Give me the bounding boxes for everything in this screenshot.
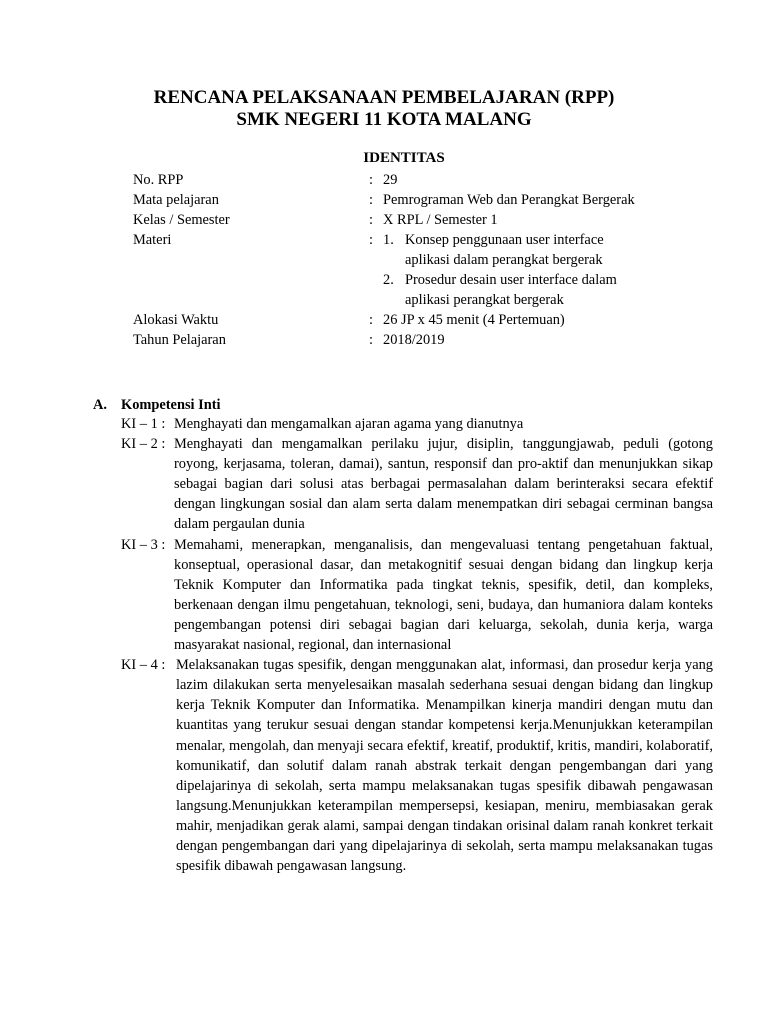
identity-heading: IDENTITAS	[363, 150, 445, 166]
ki-text: Menghayati dan mengamalkan perilaku jujur, disiplin, tanggungjawab, peduli (gotong royong, kerjasama, toleran, damai), santun, responsif dan pro-aktif dan menunjukkan sikap sebagai bagian dari solusi atas berbagai permasalahan dalam berinteraksi secara efektif dengan lingkungan sosial dan alam serta dalam menempatkan diri sebagai cerminan bangsa dalam pergaulan dunia	[174, 436, 713, 533]
identity-colon: :	[369, 212, 373, 228]
identity-row-tahun	[133, 330, 693, 350]
ki-code: KI – 1 :	[121, 416, 166, 432]
ki-item-3	[121, 535, 713, 656]
identity-colon: :	[369, 172, 373, 188]
materi-item-line: Konsep penggunaan user interface	[405, 232, 604, 248]
ki-item-4	[121, 655, 713, 876]
identity-colon: :	[369, 192, 373, 208]
identity-label: Kelas / Semester	[133, 212, 230, 228]
materi-item-number: 1.	[383, 232, 394, 248]
identity-table	[133, 170, 693, 350]
ki-text: Melaksanakan tugas spesifik, dengan menggunakan alat, informasi, dan prosedur kerja yang lazim dilakukan serta menyelesaikan masalah sederhana sesuai dengan bidang dan lingkup kerja Teknik Komputer dan Informatika. Menampilkan kinerja mandiri dengan mutu dan kuantitas yang terukur sesuai dengan standar kompetensi kerja.Menunjukkan keterampilan menalar, mengolah, dan menyaji secara efektif, kreatif, produktif, kritis, mandiri, kolaboratif, komunikatif, dan solutif dalam ranah abstrak terkait dengan pengembangan dari yang dipelajarinya di sekolah, serta mampu melaksanakan tugas spesifik dibawah pengawasan langsung.Menunjukkan keterampilan mempersepsi, kesiapan, meniru, membiasakan gerak mahir, menjadikan gerak alami, sampai dengan tindakan orisinal dalam ranah konkret terkait dengan pengembangan dari yang dipelajarinya di sekolah, serta mampu melaksanakan tugas spesifik dibawah pengawasan langsung.	[176, 657, 713, 875]
ki-code: KI – 2 :	[121, 436, 166, 453]
section-letter: A.	[93, 397, 107, 413]
identity-label: Mata pelajaran	[133, 192, 219, 208]
identity-row-alokasi	[133, 310, 693, 330]
identity-value: X RPL / Semester 1	[383, 212, 498, 228]
identity-colon: :	[369, 332, 373, 348]
ki-item-2	[121, 434, 713, 534]
ki-text: Menghayati dan mengamalkan ajaran agama yang dianutnya	[174, 416, 524, 432]
identity-label: Materi	[133, 232, 172, 248]
identity-label: Alokasi Waktu	[133, 312, 219, 328]
identity-row-materi	[133, 230, 693, 310]
ki-code: KI – 4 :	[121, 657, 166, 674]
identity-colon: :	[369, 232, 373, 248]
ki-text: Memahami, menerapkan, menganalisis, dan mengevaluasi tentang pengetahuan faktual, konseptual, operasional dasar, dan metakognitif sesuai dengan bidang dan lingkup kerja Teknik Komputer dan Informatika pada tingkat teknis, spesifik, detil, dan kompleks, berkenaan dengan ilmu pengetahuan, teknologi, seni, budaya, dan humaniora dalam konteks pengembangan potensi diri sebagai bagian dari keluarga, sekolah, dunia kerja, warga masyarakat nasional, regional, dan internasional	[174, 536, 713, 654]
identity-value: 2018/2019	[383, 332, 445, 348]
section-label: Kompetensi Inti	[121, 397, 221, 413]
school-name: SMK NEGERI 11 KOTA MALANG	[236, 109, 532, 130]
identity-row-no-rpp	[133, 170, 693, 190]
identity-label: No. RPP	[133, 172, 184, 188]
identity-value: Pemrograman Web dan Perangkat Bergerak	[383, 192, 635, 208]
ki-code: KI – 3 :	[121, 536, 166, 553]
identity-row-kelas	[133, 210, 693, 230]
document-title: RENCANA PELAKSANAAN PEMBELAJARAN (RPP)	[153, 87, 615, 108]
ki-item-1	[121, 414, 713, 434]
materi-item-line: Prosedur desain user interface dalam	[405, 272, 617, 288]
identity-value: 26 JP x 45 menit (4 Pertemuan)	[383, 312, 565, 328]
materi-item-line: aplikasi dalam perangkat bergerak	[405, 252, 603, 268]
kompetensi-inti-list	[121, 414, 713, 876]
materi-item-line: aplikasi perangkat bergerak	[405, 292, 564, 308]
identity-label: Tahun Pelajaran	[133, 332, 226, 348]
materi-item-number: 2.	[383, 272, 394, 288]
identity-value: 29	[383, 172, 398, 188]
identity-row-mata-pelajaran	[133, 190, 693, 210]
identity-colon: :	[369, 312, 373, 328]
